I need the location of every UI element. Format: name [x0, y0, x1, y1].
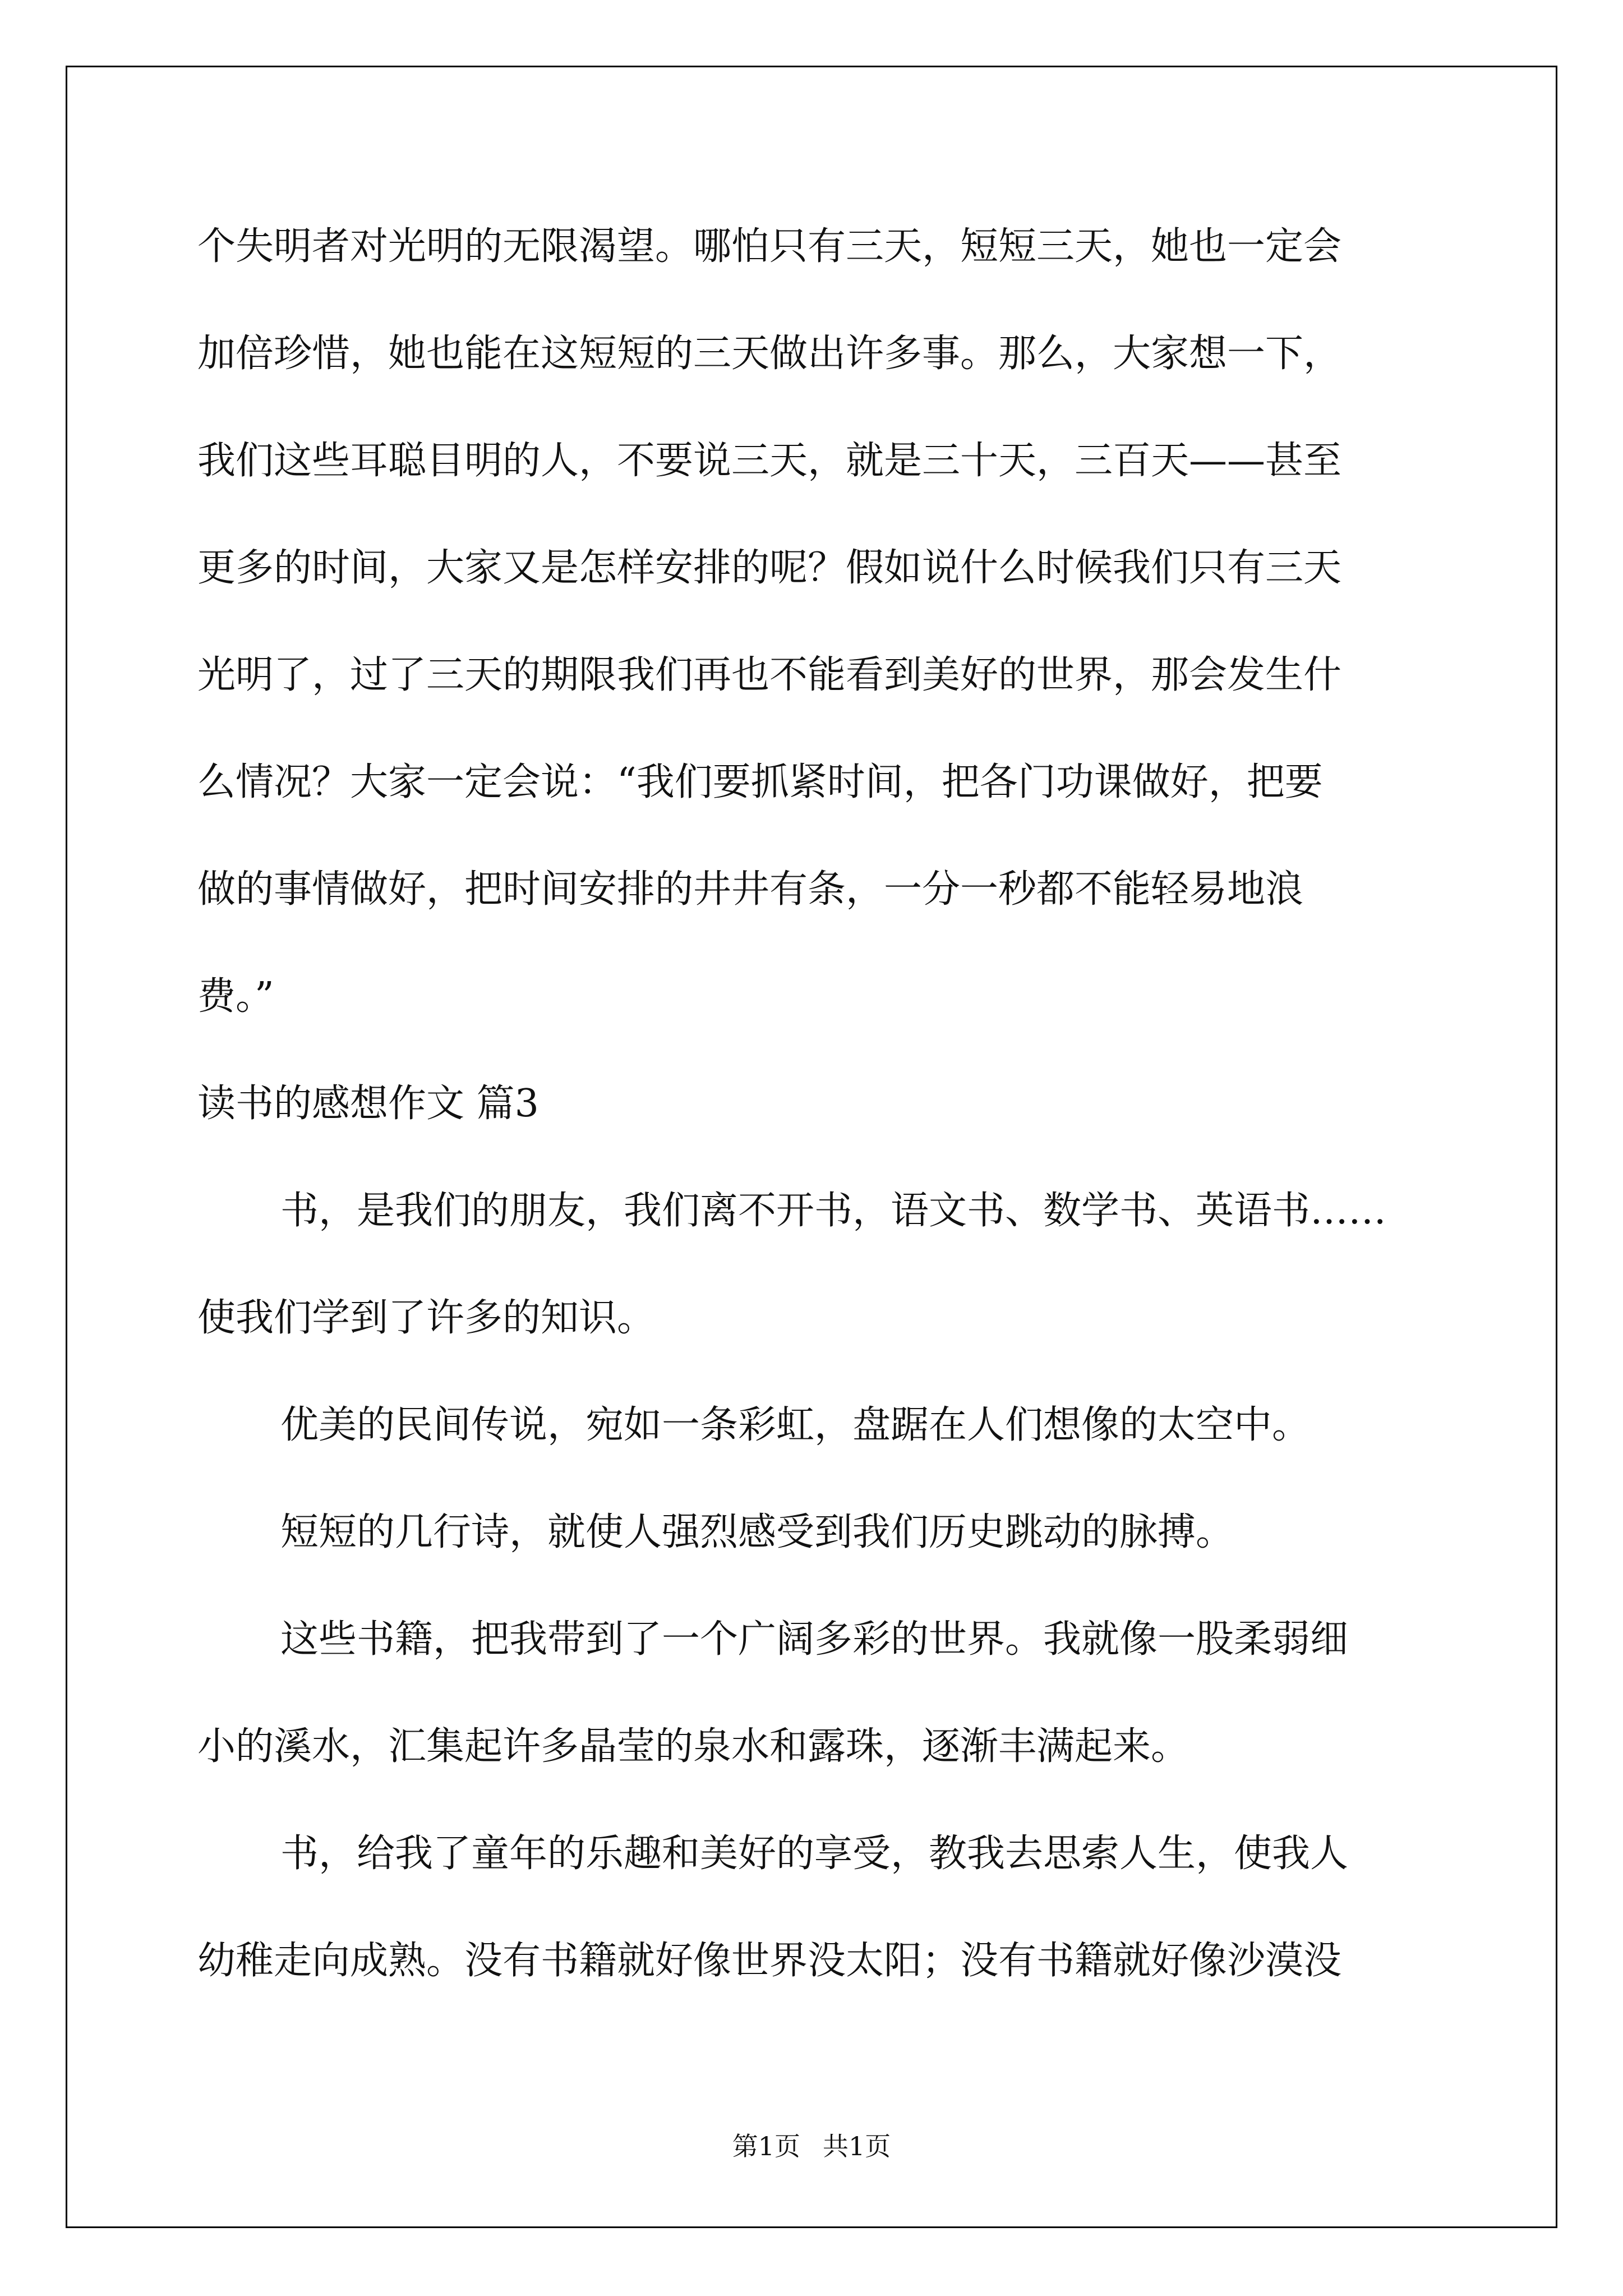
- text-line: 么情况？大家一定会说：“我们要抓紧时间，把各门功课做好，把要: [197, 760, 1323, 804]
- text-line: 加倍珍惜，她也能在这短短的三天做出许多事。那么，大家想一下，: [197, 332, 1342, 376]
- text-line: 更多的时间，大家又是怎样安排的呢？假如说什么时候我们只有三天: [197, 546, 1342, 590]
- text-line: 我们这些耳聪目明的人，不要说三天，就是三十天，三百天——甚至: [197, 439, 1342, 483]
- text-line: 做的事情做好，把时间安排的井井有条，一分一秒都不能轻易地浪: [197, 867, 1304, 912]
- text-line: 费。”: [197, 974, 274, 1019]
- text-line: 使我们学到了许多的知识。: [197, 1296, 656, 1340]
- page-number: 第1页: [732, 2131, 800, 2161]
- text-line: 幼稚走向成熟。没有书籍就好像世界没太阳；没有书籍就好像沙漠没: [197, 1939, 1342, 1983]
- text-line: 个失明者对光明的无限渴望。哪怕只有三天，短短三天，她也一定会: [197, 224, 1342, 269]
- paragraph-line: 这些书籍，把我带到了一个广阔多彩的世界。我就像一股柔弱细: [280, 1617, 1349, 1662]
- page-total: 共1页: [823, 2131, 891, 2161]
- page-footer: [0, 2126, 1623, 2163]
- paragraph-line: 书，给我了童年的乐趣和美好的享受，教我去思索人生，使我人: [280, 1832, 1349, 1876]
- paragraph-line: 短短的几行诗，就使人强烈感受到我们历史跳动的脉搏。: [280, 1510, 1234, 1554]
- text-line: 小的溪水，汇集起许多晶莹的泉水和露珠，逐渐丰满起来。: [197, 1724, 1189, 1769]
- paragraph-line: 优美的民间传说，宛如一条彩虹，盘踞在人们想像的太空中。: [280, 1403, 1311, 1447]
- section-heading: 读书的感想作文 篇3: [197, 1082, 539, 1126]
- paragraph-line: 书，是我们的朋友，我们离不开书，语文书、数学书、英语书……: [280, 1189, 1387, 1233]
- page-border: [66, 66, 1557, 2228]
- text-line: 光明了，过了三天的期限我们再也不能看到美好的世界，那会发生什: [197, 653, 1342, 697]
